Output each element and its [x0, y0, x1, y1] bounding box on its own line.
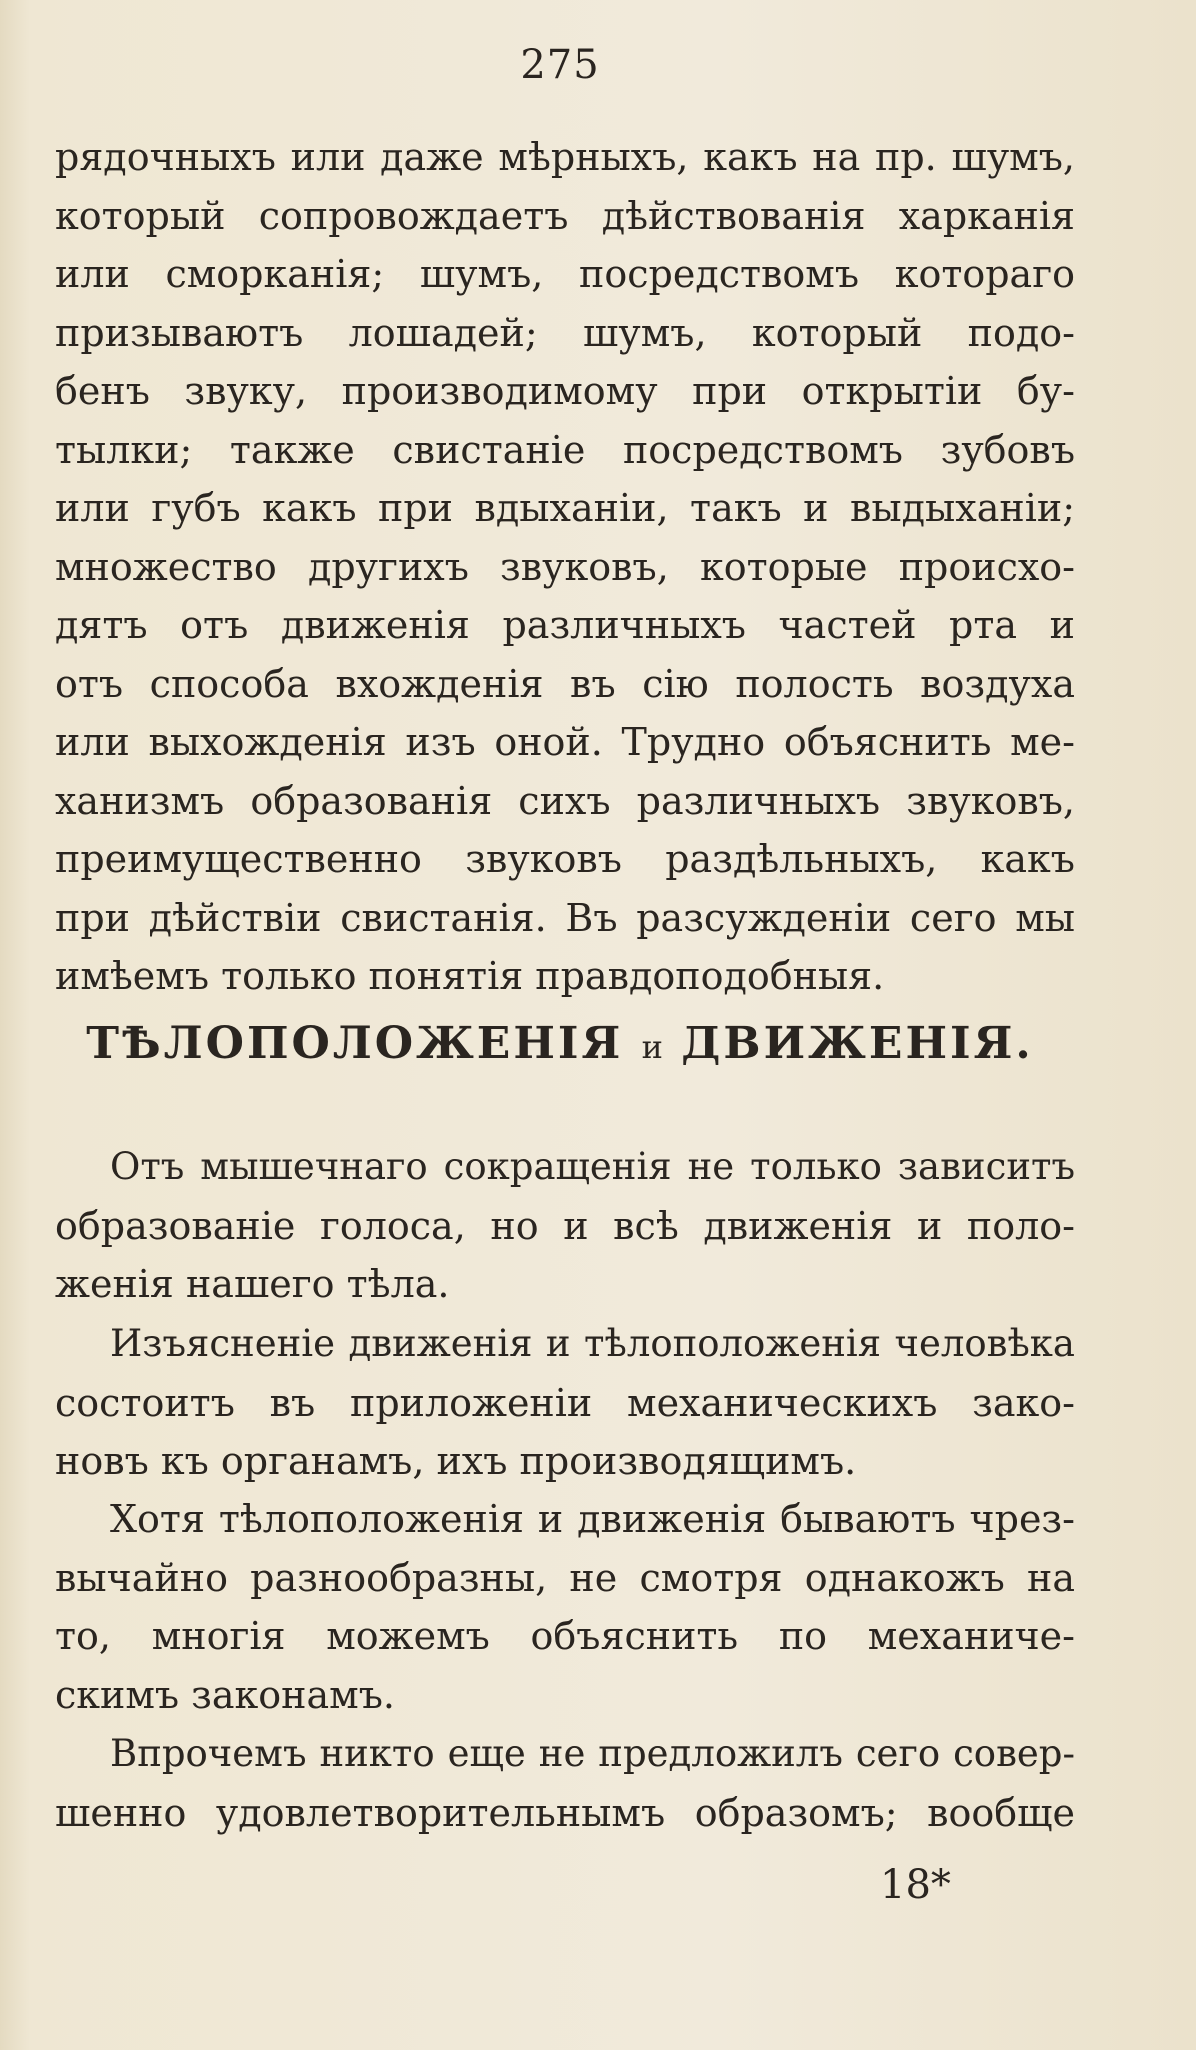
paragraph-3	[55, 1315, 1075, 1491]
signature-mark: 18*	[880, 1862, 951, 1908]
text-line: шенно удовлетворительнымъ образомъ; вообще	[55, 1790, 1075, 1835]
text-line: состоитъ въ приложеніи механическихъ зако-	[55, 1380, 1075, 1425]
text-line: образованіе голоса, но и всѣ движенія и поло-	[55, 1203, 1075, 1248]
text-line: дятъ отъ движенія различныхъ частей рта и	[55, 603, 1075, 647]
text-line: ханизмъ образованія сихъ различныхъ звуковъ,	[55, 778, 1075, 823]
text-line: отъ способа вхожденія въ сію полость воздуха	[55, 661, 1075, 706]
text-line: который сопровождаетъ дѣйствованія харканія	[55, 193, 1075, 238]
text-line: женія нашего тѣла.	[55, 1262, 450, 1306]
text-line: вычайно разнообразны, не смотря однакожъ на	[55, 1555, 1075, 1600]
heading-part-2: ДВИЖЕНІЯ.	[681, 1018, 1034, 1069]
text-line: рядочныхъ или даже мѣрныхъ, какъ на пр. шумъ,	[55, 135, 1075, 179]
text-line: Изъясненіе движенія и тѣлоположенія человѣка	[110, 1322, 1075, 1365]
text-line: то, многія можемъ объяснить по механиче-	[55, 1614, 1075, 1658]
text-line: имѣемъ только понятія правдоподобныя.	[55, 954, 885, 998]
text-line: при дѣйствіи свистанія. Въ разсужденіи сего мы	[55, 895, 1075, 940]
text-line: или выхожденія изъ оной. Трудно объяснить ме-	[55, 720, 1075, 764]
text-line: Отъ мышечнаго сокращенія не только зависитъ	[110, 1145, 1075, 1188]
text-line: или губъ какъ при вдыханіи, такъ и выдыханіи;	[55, 486, 1075, 530]
section-heading	[0, 1018, 1120, 1069]
heading-conjunction: и	[641, 1028, 663, 1066]
text-line: Впрочемъ никто еще не предложилъ сего совер-	[110, 1732, 1075, 1775]
text-line: призываютъ лошадей; шумъ, который подо-	[55, 310, 1075, 355]
text-line: Хотя тѣлоположенія и движенія бываютъ чрез-	[110, 1497, 1075, 1541]
paragraph-2	[55, 1138, 1075, 1314]
paragraph-1	[55, 128, 1075, 1006]
text-line: преимущественно звуковъ раздѣльныхъ, какъ	[55, 837, 1075, 881]
text-line: бенъ звуку, производимому при открытіи бу-	[55, 369, 1075, 413]
heading-part-1: ТѢЛОПОЛОЖЕНІЯ	[86, 1018, 624, 1069]
text-line: тылки; также свистаніе посредствомъ зубовъ	[55, 427, 1075, 472]
paragraph-5	[55, 1725, 1075, 1842]
page-number: 275	[520, 42, 600, 88]
text-line: или сморканія; шумъ, посредствомъ котораго	[55, 252, 1075, 296]
text-line: скимъ законамъ.	[55, 1672, 395, 1717]
text-line: новъ къ органамъ, ихъ производящимъ.	[55, 1439, 857, 1483]
text-line: множество другихъ звуковъ, которые происхо-	[55, 544, 1075, 589]
paragraph-4	[55, 1490, 1075, 1724]
